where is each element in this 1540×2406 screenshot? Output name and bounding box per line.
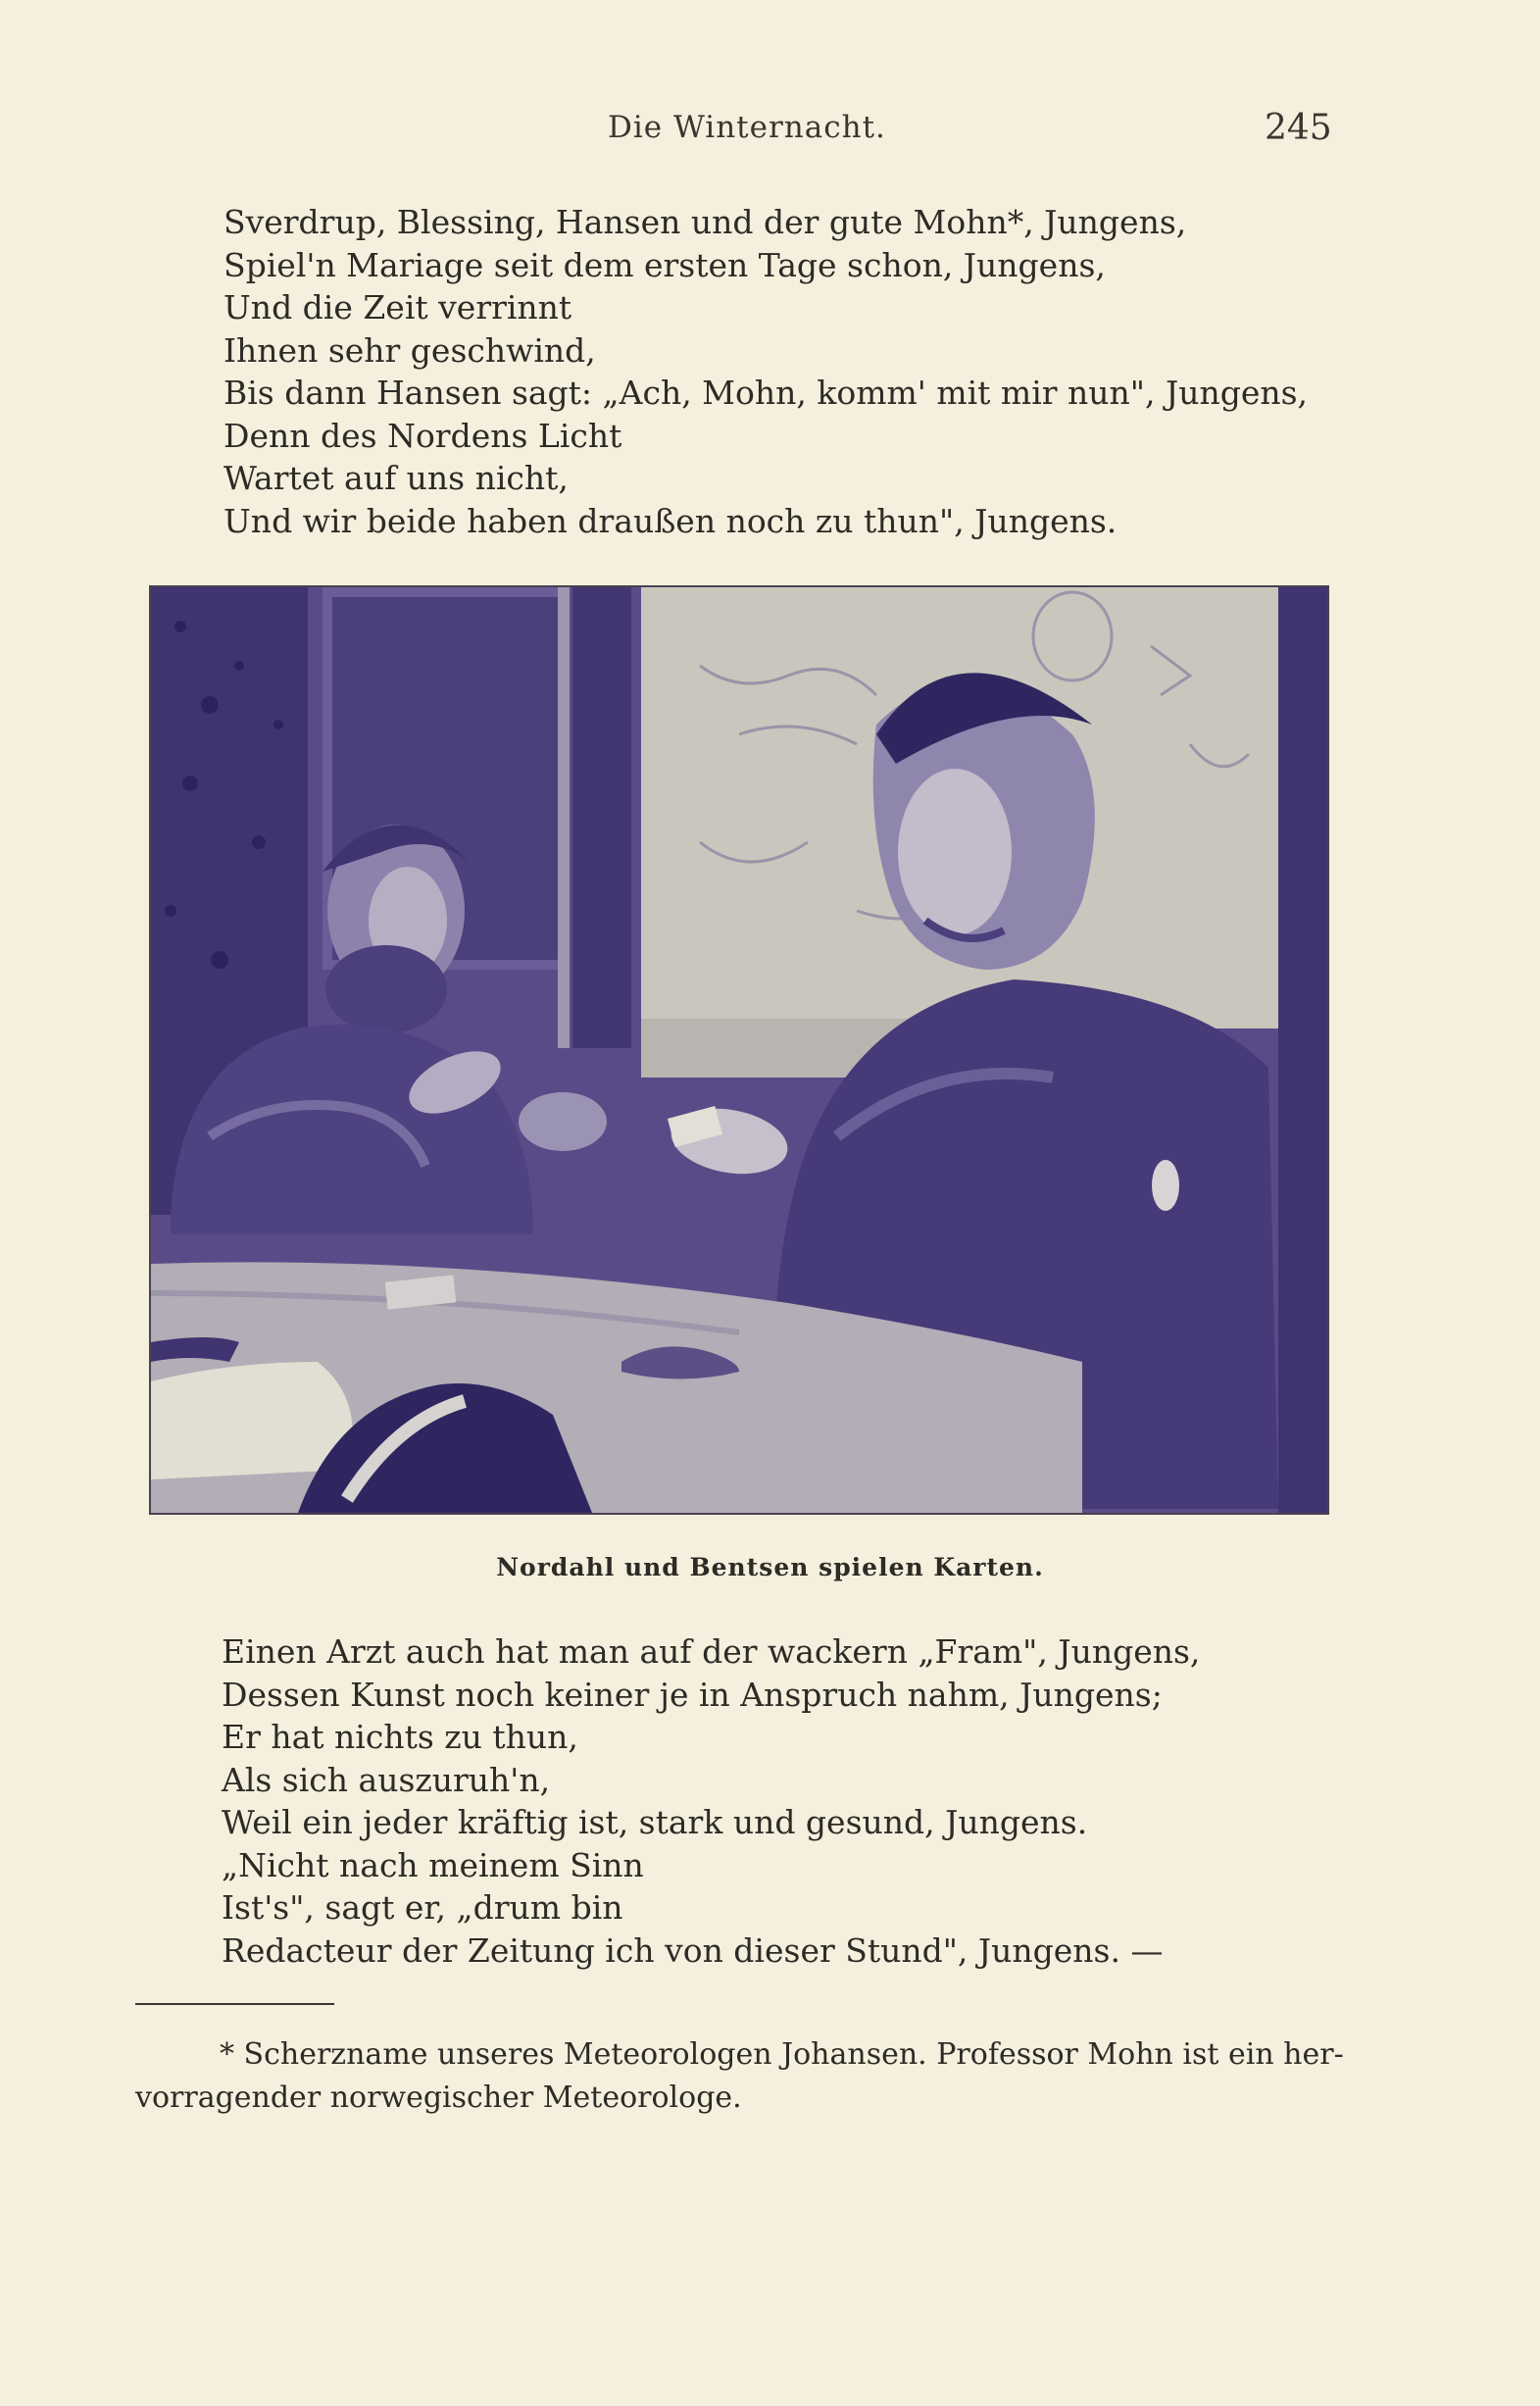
verse-line: Dessen Kunst noch keiner je in Anspruch nahm, Jungens; (222, 1675, 1163, 1714)
figure-caption: Nordahl und Bentsen spielen Karten. (496, 1553, 1044, 1581)
footnote-divider (135, 2003, 334, 2005)
photograph-image (151, 587, 1327, 1513)
page-number: 245 (1265, 108, 1332, 148)
verse-line: Redacteur der Zeitung ich von dieser Stund", Jungens. — (222, 1930, 1164, 1970)
halftone-photograph (149, 585, 1329, 1515)
verse-line: Einen Arzt auch hat man auf der wackern „Fram", Jungens, (222, 1632, 1201, 1671)
verse-line: Ist's", sagt er, „drum bin (222, 1888, 623, 1927)
verse-line: „Nicht nach meinem Sinn (222, 1845, 644, 1884)
verse-stanza-top (224, 201, 1308, 542)
verse-line: Weil ein jeder kräftig ist, stark und gesund, Jungens. (222, 1803, 1088, 1841)
verse-line: Wartet auf uns nicht, (224, 459, 569, 497)
verse-line: Spiel'n Mariage seit dem ersten Tage schon, Jungens, (224, 245, 1106, 284)
verse-line: Er hat nichts zu thun, (222, 1718, 578, 1756)
running-title: Die Winternacht. (608, 110, 886, 145)
footnote-line: * Scherzname unseres Meteorologen Johansen. Professor Mohn ist ein her- (220, 2037, 1344, 2072)
footnote-line: vorragender norwegischer Meteorologe. (135, 2080, 742, 2115)
verse-line: Und wir beide haben draußen noch zu thun", Jungens. (224, 501, 1118, 540)
verse-line: Als sich auszuruh'n, (222, 1760, 551, 1799)
verse-line: Ihnen sehr geschwind, (224, 330, 596, 370)
verse-line: Bis dann Hansen sagt: „Ach, Mohn, komm' mit mir nun", Jungens, (224, 374, 1309, 412)
verse-line: Sverdrup, Blessing, Hansen und der gute Mohn*, Jungens, (224, 203, 1187, 241)
verse-line: Denn des Nordens Licht (224, 416, 622, 455)
verse-line: Und die Zeit verrinnt (224, 288, 572, 326)
verse-stanza-bottom (222, 1630, 1200, 1972)
footnote (135, 2033, 1344, 2120)
